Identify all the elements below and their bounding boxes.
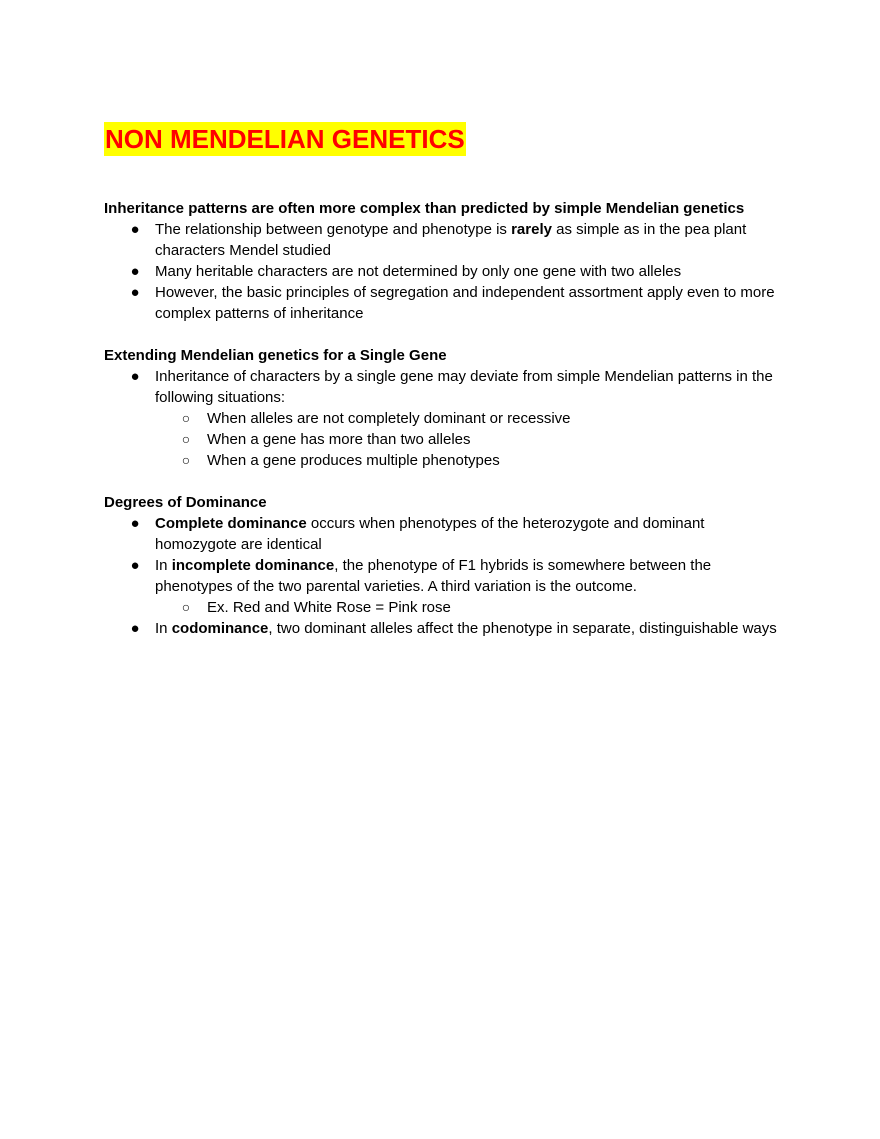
bullet-list [104, 366, 784, 471]
hollow-bullet-icon: ○ [181, 410, 191, 426]
section-single-gene [104, 345, 784, 471]
sub-list-item [155, 429, 784, 450]
sub-list-item [155, 450, 784, 471]
document-title: NON MENDELIAN GENETICS [105, 124, 465, 154]
list-item [104, 282, 784, 324]
item-text-bold: rarely [511, 221, 552, 238]
item-text-pre: The relationship between genotype and phenotype is [155, 221, 512, 238]
sub-list-item [155, 597, 784, 618]
hollow-bullet-icon: ○ [181, 452, 191, 468]
bullet-icon: ● [130, 557, 140, 574]
hollow-bullet-icon: ○ [181, 599, 191, 615]
item-text-pre: In [155, 557, 172, 574]
list-item [104, 261, 784, 282]
list-item [104, 513, 784, 555]
item-text-bold: incomplete dominance [171, 557, 335, 574]
sub-item-text: Ex. Red and White Rose = Pink rose [207, 599, 451, 616]
section-degrees-of-dominance [104, 492, 784, 639]
list-item [104, 618, 784, 639]
bullet-icon: ● [130, 620, 140, 637]
item-text-bold: codominance [171, 620, 269, 637]
bullet-icon: ● [130, 284, 140, 301]
bullet-icon: ● [130, 263, 140, 280]
section-inheritance-patterns [104, 198, 784, 324]
item-text-pre: Many heritable characters are not determined by only one gene with two alleles [155, 263, 682, 280]
document-page [104, 122, 784, 639]
item-text-post: , the phenotype of F1 hybrids is somewhere between the phenotypes of the two parental varieties. A third variation is the outcome. [155, 557, 712, 595]
sub-item-text: When a gene has more than two alleles [207, 431, 471, 448]
bullet-list [104, 513, 784, 639]
item-text-pre: Inheritance of characters by a single gene may deviate from simple Mendelian patterns in the following situations: [155, 368, 773, 406]
item-text-post: occurs when phenotypes of the heterozygote and dominant homozygote are identical [155, 515, 705, 553]
item-text-post: , two dominant alleles affect the phenotype in separate, distinguishable ways [268, 620, 777, 637]
list-item [104, 555, 784, 618]
bullet-icon: ● [130, 515, 140, 532]
sub-bullet-list [155, 597, 784, 618]
hollow-bullet-icon: ○ [181, 431, 191, 447]
bullet-list [104, 219, 784, 324]
sub-item-text: When alleles are not completely dominant or recessive [207, 410, 571, 427]
sub-list-item [155, 408, 784, 429]
list-item [104, 366, 784, 471]
section-heading: Degrees of Dominance [104, 494, 267, 511]
sub-item-text: When a gene produces multiple phenotypes [207, 452, 500, 469]
bullet-icon: ● [130, 221, 140, 238]
list-item [104, 219, 784, 261]
bullet-icon: ● [130, 368, 140, 385]
section-heading: Extending Mendelian genetics for a Single Gene [104, 347, 447, 364]
item-text-bold: Complete dominance [155, 515, 307, 532]
item-text-pre: In [155, 620, 172, 637]
section-heading: Inheritance patterns are often more complex than predicted by simple Mendelian genetics [104, 200, 745, 217]
item-text-pre: However, the basic principles of segregation and independent assortment apply even to more complex patterns of inheritance [155, 284, 775, 322]
sub-bullet-list [155, 408, 784, 471]
item-text-post: as simple as in the pea plant characters Mendel studied [155, 221, 747, 259]
